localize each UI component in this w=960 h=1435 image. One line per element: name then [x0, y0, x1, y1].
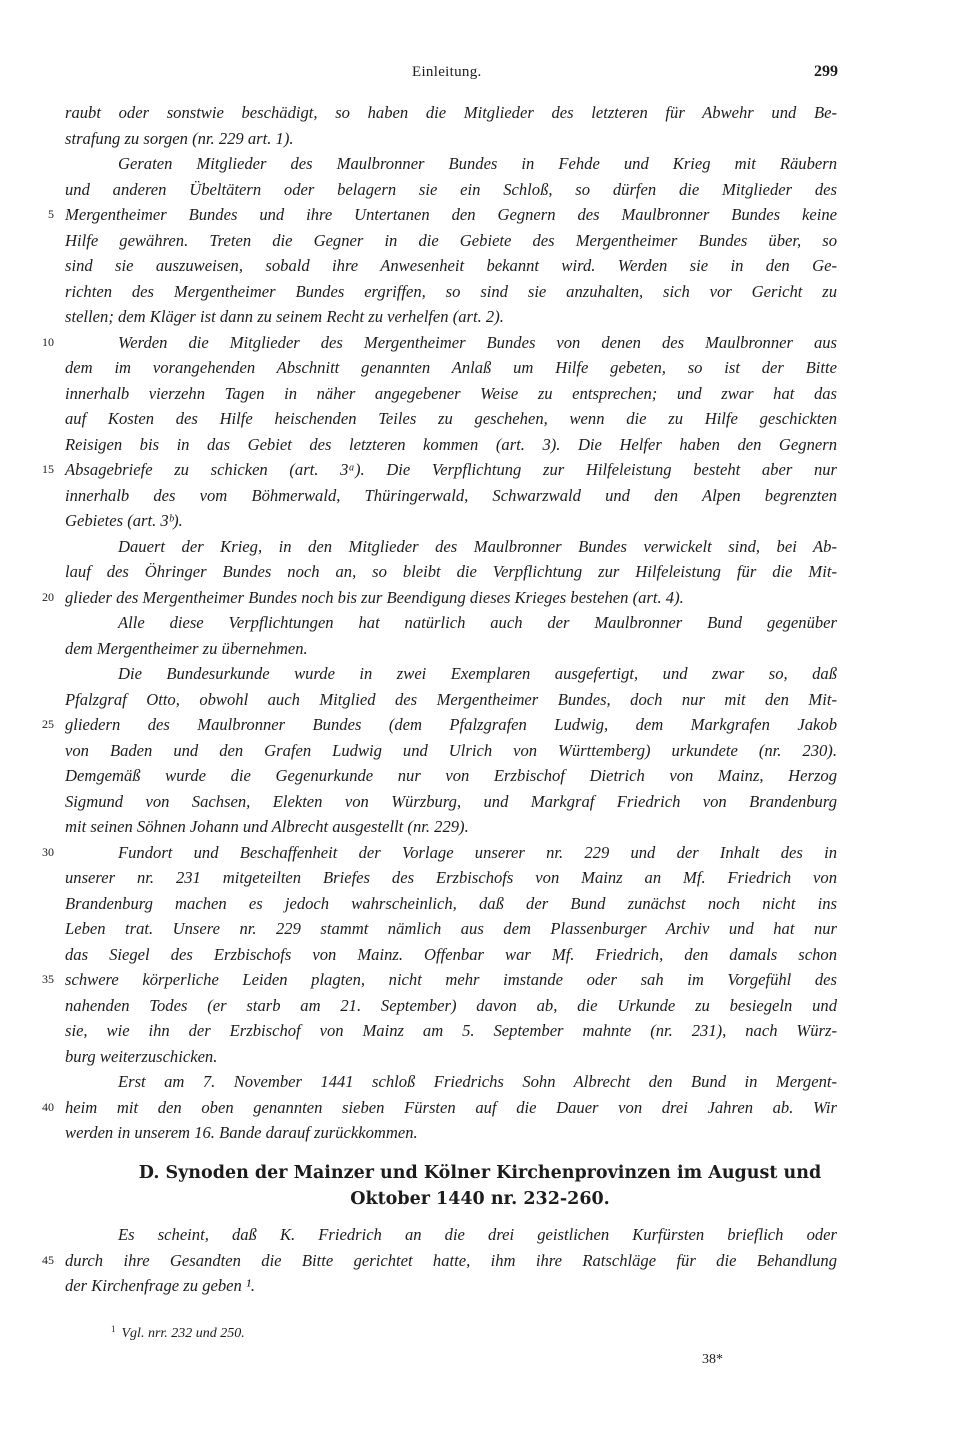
text-line [65, 763, 837, 789]
text-line [65, 432, 837, 458]
text-line [65, 355, 837, 381]
text-line [65, 483, 837, 509]
line-text: Geraten Mitglieder des Maulbronner Bundes in Fehde und Krieg mit Räubern [118, 154, 837, 173]
line-text: Fundort und Beschaffenheit der Vorlage unserer nr. 229 und der Inhalt des in [118, 842, 837, 862]
text-line [65, 381, 837, 407]
line-text: Reisigen bis in das Gebiet des letzteren kommen (art. 3). Die Helfer haben den Gegnern [65, 434, 837, 454]
line-text: der Kirchenfrage zu geben ¹. [65, 1276, 256, 1295]
line-text: innerhalb des vom Böhmerwald, Thüringerwald, Schwarzwald und den Alpen begrenzten [65, 485, 837, 505]
text-line [65, 508, 837, 534]
line-text: raubt oder sonstwie beschädigt, so haben die Mitglieder des letzteren für Abwehr und Be- [65, 103, 837, 122]
line-number: 35 [42, 972, 54, 986]
line-text: burg weiterzuschicken. [65, 1046, 218, 1066]
text-line [65, 559, 837, 585]
line-text: Gebietes (art. 3ᵇ). [65, 511, 183, 530]
line-text: werden in unserem 16. Bande darauf zurückkommen. [65, 1123, 418, 1142]
text-line [42, 585, 837, 611]
line-number: 45 [42, 1252, 54, 1267]
line-text: Sigmund von Sachsen, Elekten von Würzburg, und Markgraf Friedrich von Brandenburg [65, 791, 837, 811]
line-text: strafung zu sorgen (nr. 229 art. 1). [65, 128, 294, 148]
section-heading-line-2: Oktober 1440 nr. 232-260. [350, 1189, 610, 1209]
text-line [42, 967, 837, 993]
line-text: auf Kosten des Hilfe heischenden Teiles zu geschehen, wenn die zu Hilfe geschickten [65, 409, 837, 428]
text-line [65, 100, 837, 126]
line-text: richten des Mergentheimer Bundes ergriffen, so sind sie anzuhalten, sich vor Gericht zu [65, 281, 837, 301]
text-line [65, 1120, 837, 1146]
text-line [65, 636, 837, 662]
text-line [42, 457, 837, 483]
text-line [65, 304, 837, 330]
line-text: Absagebriefe zu schicken (art. 3ᵃ). Die Verpflichtung zur Hilfeleistung besteht aber nur [65, 460, 837, 479]
text-line [48, 202, 837, 228]
line-number: 30 [42, 844, 54, 859]
line-text: sie, wie ihn der Erzbischof von Mainz am 5. September mahnte (nr. 231), nach Würz- [65, 1021, 837, 1040]
line-text: durch ihre Gesandten die Bitte gerichtet hatte, ihm ihre Ratschläge für die Behandlung [65, 1250, 837, 1270]
footnote [111, 1324, 245, 1342]
text-line [65, 789, 837, 815]
text-line [42, 840, 837, 866]
text-line [118, 610, 837, 636]
text-line [65, 993, 837, 1019]
line-text: das Siegel des Erzbischofs von Mainz. Offenbar war Mf. Friedrich, den damals schon [65, 944, 837, 964]
line-text: von Baden und den Grafen Ludwig und Ulrich von Württemberg) urkundete (nr. 230). [65, 740, 837, 760]
text-line [65, 1044, 837, 1070]
line-text: Dauert der Krieg, in den Mitglieder des Maulbronner Bundes verwickelt sind, bei Ab- [118, 536, 837, 556]
section-intro-text [0, 1222, 960, 1299]
text-line [118, 534, 837, 560]
line-text: dem Mergentheimer zu übernehmen. [65, 638, 308, 658]
running-head [0, 64, 960, 86]
line-text: lauf des Öhringer Bundes noch an, so bleibt die Verpflichtung zur Hilfeleistung für die Mit- [65, 562, 837, 581]
text-line [118, 1222, 837, 1248]
text-line [65, 738, 837, 764]
line-text: innerhalb vierzehn Tagen in näher angegebener Weise zu entsprechen; und zwar hat das [65, 383, 837, 403]
text-line [65, 1018, 837, 1044]
footnote-mark: 1 [111, 1324, 116, 1334]
line-text: Leben trat. Unsere nr. 229 stammt nämlich aus dem Plassenburger Archiv und hat nur [65, 919, 837, 938]
line-text: Brandenburg machen es jedoch wahrscheinlich, daß der Bund zunächst noch nicht ins [65, 893, 837, 913]
running-head-title: Einleitung. [412, 64, 482, 80]
text-line [65, 406, 837, 432]
line-text: Alle diese Verpflichtungen hat natürlich auch der Maulbronner Bund gegenüber [118, 613, 837, 632]
line-text: Erst am 7. November 1441 schloß Friedrichs Sohn Albrecht den Bund in Mergent- [118, 1072, 837, 1091]
text-line [65, 687, 837, 713]
line-number: 15 [42, 462, 54, 476]
text-line [65, 865, 837, 891]
line-text: glieder des Mergentheimer Bundes noch bis zur Beendigung dieses Krieges bestehen (art. 4). [65, 587, 684, 607]
line-number: 40 [42, 1099, 54, 1114]
text-line [65, 942, 837, 968]
section-heading [96, 1160, 864, 1212]
text-line [42, 330, 837, 356]
line-text: Mergentheimer Bundes und ihre Untertanen den Gegnern des Maulbronner Bundes keine [65, 205, 837, 224]
line-text: mit seinen Söhnen Johann und Albrecht ausgestellt (nr. 229). [65, 817, 469, 836]
text-line [65, 126, 837, 152]
text-line [65, 814, 837, 840]
text-line [118, 661, 837, 687]
text-line [65, 253, 837, 279]
text-line [65, 1273, 837, 1299]
footnote-text: Vgl. nrr. 232 und 250. [121, 1326, 245, 1341]
text-line [42, 1248, 837, 1274]
page-number: 299 [814, 63, 838, 80]
body-text [0, 100, 960, 1146]
text-line [42, 712, 837, 738]
signature-mark: 38* [702, 1352, 723, 1367]
line-text: nahenden Todes (er starb am 21. September) davon ab, die Urkunde zu besiegeln und [65, 995, 837, 1015]
line-text: Die Bundesurkunde wurde in zwei Exemplaren ausgefertigt, und zwar so, daß [118, 664, 837, 683]
line-text: unserer nr. 231 mitgeteilten Briefes des Erzbischofs von Mainz an Mf. Friedrich von [65, 868, 837, 887]
text-line [65, 916, 837, 942]
line-number: 25 [42, 717, 54, 731]
line-text: schwere körperliche Leiden plagten, nicht mehr imstande oder sah im Vorgefühl des [65, 970, 837, 989]
line-number: 5 [48, 207, 54, 221]
line-text: Pfalzgraf Otto, obwohl auch Mitglied des Mergentheimer Bundes, doch nur mit den Mit- [65, 689, 837, 709]
section-heading-line-1: D. Synoden der Mainzer und Kölner Kirchenprovinzen im August und [138, 1163, 822, 1183]
line-number: 10 [42, 334, 54, 349]
text-line [42, 1095, 837, 1121]
line-text: heim mit den oben genannten sieben Fürsten auf die Dauer von drei Jahren ab. Wir [65, 1097, 837, 1117]
line-text: Es scheint, daß K. Friedrich an die drei geistlichen Kurfürsten brieflich oder [118, 1225, 837, 1244]
text-line [118, 1069, 837, 1095]
text-line [65, 279, 837, 305]
text-line [65, 177, 837, 203]
line-text: stellen; dem Kläger ist dann zu seinem Recht zu verhelfen (art. 2). [65, 307, 504, 326]
line-number: 20 [42, 589, 54, 604]
text-line [118, 151, 837, 177]
line-text: Demgemäß wurde die Gegenurkunde nur von Erzbischof Dietrich von Mainz, Herzog [65, 766, 837, 785]
line-text: gliedern des Maulbronner Bundes (dem Pfalzgrafen Ludwig, dem Markgrafen Jakob [65, 715, 837, 734]
text-line [65, 891, 837, 917]
line-text: dem im vorangehenden Abschnitt genannten Anlaß um Hilfe gebeten, so ist der Bitte [65, 358, 837, 377]
line-text: und anderen Übeltätern oder belagern sie ein Schloß, so dürfen die Mitglieder des [65, 179, 837, 199]
line-text: sind sie auszuweisen, sobald ihre Anwesenheit bekannt wird. Werden sie in den Ge- [65, 256, 837, 275]
line-text: Hilfe gewähren. Treten die Gegner in die Gebiete des Mergentheimer Bundes über, so [65, 230, 837, 250]
text-line [65, 228, 837, 254]
line-text: Werden die Mitglieder des Mergentheimer Bundes von denen des Maulbronner aus [118, 332, 837, 352]
